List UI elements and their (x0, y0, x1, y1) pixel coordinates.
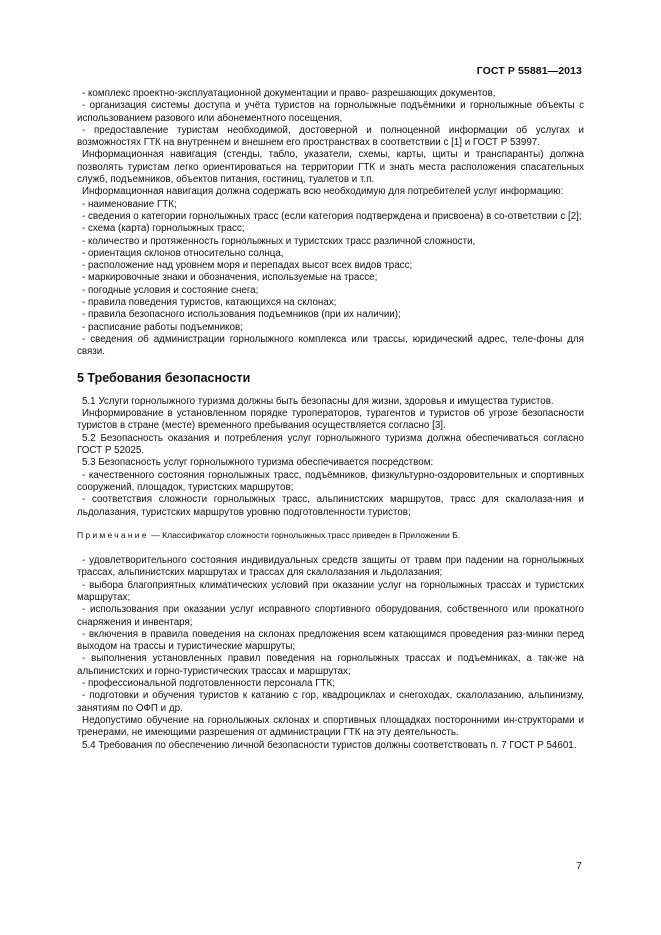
paragraph: Информационная навигация (стенды, табло, указатели, схемы, карты, щиты и транспаранты) должна позволять туристам легко ориентироваться на территории ГТК и знать места расположения спасательных служб, подъемников, объектов питания, гостиниц, туалетов и т.п. (77, 149, 584, 186)
list-item: - использования при оказании услуг исправного спортивного оборудования, собственного или прокатного снаряжения и инвентаря; (77, 604, 584, 628)
paragraph: Недопустимо обучение на горнолыжных склонах и спортивных площадках посторонними ин-структорами и тренерами, не имеющими разрешения от администрации ГТК на эту деятельность. (77, 714, 584, 739)
list-item: - комплекс проектно-эксплуатационной документации и право- разрешающих документов, (82, 88, 496, 99)
note-text: — Классификатор сложности горнолыжных трасс приведен в Приложении Б. (148, 529, 461, 540)
document-body (77, 88, 584, 752)
list-item: - маркировочные знаки и обозначения, используемые на трассе; (82, 272, 378, 284)
list-item: - подготовки и обучения туристов к катанию с гор, квадроциклах и снегоходах, скалолазанию, альпинизму, занятиям по ОФП и др. (77, 690, 584, 714)
list-item: - сведения об администрации горнолыжного комплекса или трассы, юридический адрес, теле-фоны для связи. (77, 333, 584, 358)
list-item: - наименование ГТК; (82, 198, 177, 210)
list-item: - выполнения установленных правил поведения на горнолыжных трассах и подъемниках, а так-же на альпинистских и горно-туристических трассах и маршрутах; (77, 653, 584, 677)
standard-header: ГОСТ Р 55881—2013 (476, 65, 582, 77)
list-item: - профессиональной подготовленности персонала ГТК; (82, 678, 335, 690)
list-item: - включения в правила поведения на склонах предложения всем катающимся проведения раз-минки перед выходом на трассы и туристические маршруты; (77, 628, 584, 653)
list-item: - схема (карта) горнолыжных трасс; (82, 223, 245, 235)
list-item: - количество и протяженность горнолыжных и туристских трасс различной сложности, (82, 235, 476, 247)
paragraph: 5.1 Услуги горнолыжного туризма должны быть безопасны для жизни, здоровья и имущества туристов. (82, 395, 554, 407)
list-item: - правила безопасного использования подъемников (при их наличии); (82, 309, 401, 321)
note-label: Примечание (77, 529, 149, 540)
list-item: - удовлетворительного состояния индивидуальных средств защиты от травм при падении на горнолыжных трассах, альпинистских маршрутах и трассах для скалолазания и льдолазания; (77, 555, 584, 579)
paragraph: 5.4 Требования по обеспечению личной безопасности туристов должны соответствовать п. 7 ГОСТ Р 54601. (82, 739, 577, 751)
section-title: 5 Требования безопасности (77, 370, 251, 385)
list-item: - ориентация склонов относительно солнца, (82, 247, 284, 259)
list-item: - выбора благоприятных климатических условий при оказании услуг на горнолыжных трассах и туристских маршрутах; (77, 579, 584, 603)
list-item: - правила поведения туристов, катающихся на склонах; (82, 297, 337, 309)
paragraph: Информирование в установленном порядке туроператоров, турагентов и туристов об угрозе безопасности туристов в стране (месте) временного пребывания осуществляется согласно [3]. (77, 408, 584, 432)
page-number: 7 (576, 860, 582, 872)
list-item: - предоставление туристам необходимой, достоверной и полноценной информации об услугах и возможностях ГТК на внутреннем и внешнем его пространствах в соответствии с [1] и ГОСТ Р 53997. (77, 124, 584, 149)
paragraph: 5.3 Безопасность услуг горнолыжного туризма обеспечивается посредством: (82, 457, 434, 469)
list-item: - качественного состояния горнолыжных трасс, подъёмников, физкультурно-оздоровительных и спортивных сооружений, площадок, туристских маршрутов; (77, 469, 584, 493)
note (77, 529, 584, 541)
list-item: - расписание работы подъемников; (82, 321, 243, 333)
paragraph: Информационная навигация должна содержать всю необходимую для потребителей услуг информацию: (82, 186, 564, 198)
paragraph: 5.2 Безопасность оказания и потребления услуг горнолыжного туризма должна обеспечиваться согласно ГОСТ Р 52025. (77, 432, 584, 457)
list-item: - расположение над уровнем моря и перепадах высот всех видов трасс; (82, 260, 413, 272)
list-item: - соответствия сложности горнолыжных трасс, альпинистских маршрутов, трасс для скалолаза-ния и льдолазания, туристских маршрутов уровню подготовленности туристов; (77, 494, 584, 518)
list-item: - организация системы доступа и учёта туристов на горнолыжные подъёмники и горнолыжные объекты с использованием разового или абонементного посещения, (77, 100, 584, 124)
list-item: - погодные условия и состояние снега; (82, 284, 259, 296)
list-item: - сведения о категории горнолыжных трасс (если категория подтверждена и присвоена) в со-ответствии с [2]; (82, 210, 582, 222)
